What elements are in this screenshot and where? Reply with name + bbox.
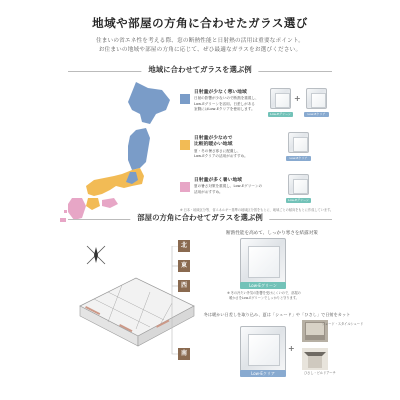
- glass-low-e-clear: [306, 88, 327, 109]
- page-title: 地域や部屋の方角に合わせたガラス選び: [92, 16, 308, 30]
- north-caption-1: ※ 冬の冷たい外気の影響を受けにくいので、部屋の: [227, 291, 301, 295]
- direction-north-label: 北: [178, 240, 190, 252]
- tag-low-e-clear: Low-Eクリア: [304, 112, 329, 117]
- region-cold-text: [194, 90, 264, 112]
- region-swatch-hot: [180, 182, 190, 192]
- plus-icon: +: [288, 344, 295, 353]
- direction-section-title: 部屋の方角に合わせてガラスを選ぶ例: [130, 212, 269, 223]
- japan-region-map: [58, 80, 178, 230]
- region-hot-title: 日射量が多く暑い地域: [194, 178, 242, 183]
- north-callout: 断熱性能を高めて、しっかり寒さを結露対策: [226, 231, 318, 236]
- region-moderate-title-2: 比較的暖かい地域: [194, 142, 233, 148]
- glass-low-e-green-large: [240, 238, 286, 284]
- direction-west-label: 西: [178, 280, 190, 292]
- region-cold-desc1: 日射の影響が少ないので断熱を重視し、: [194, 96, 259, 101]
- direction-south-label: 南: [178, 348, 190, 360]
- south-callout: 冬は暖かい日差しを取り込み、夏は「シェード」や「ひさし」で日射をカット: [203, 312, 351, 317]
- glass-low-e-clear-large: [240, 326, 286, 372]
- honshu-moderate-region: [86, 168, 144, 196]
- region-swatch-cold: [180, 94, 190, 104]
- direction-connector-lines: [170, 246, 190, 356]
- region-moderate-title-1: 日射量が少なめで: [194, 136, 233, 141]
- tag-low-e-clear: Low-Eクリア: [286, 156, 311, 161]
- tohoku-cold-region: [128, 128, 150, 170]
- region-hot-desc2: 活用がおすすめ。: [194, 189, 223, 194]
- region-moderate-desc1: 夏・冬の暑さ寒さに配慮し、: [194, 148, 241, 153]
- plus-icon: +: [294, 94, 301, 103]
- awning-label: ひさし・ビルドアーチ: [304, 371, 336, 375]
- region-hot-text: [194, 178, 272, 195]
- region-cold-title: 日射量が少なく寒い地域: [194, 90, 247, 95]
- region-cold-desc2: Low-Eグリーンを活用。日差しがある: [194, 101, 255, 106]
- shade-label: シェード・スタイルシェード: [322, 322, 364, 326]
- north-tag-low-e-green: Low-Eグリーン: [240, 282, 286, 289]
- intro-line-1: 住まいの省エネ性を考える際、窓の断熱性能と日射熱の活用は重要なポイント。: [95, 38, 305, 44]
- region-moderate-text: [194, 136, 264, 159]
- region-section-header: [0, 64, 400, 78]
- direction-section-header: [0, 212, 400, 226]
- tag-low-e-green: Low-Eグリーン: [268, 112, 293, 117]
- south-tag-low-e-clear: Low-Eクリア: [240, 370, 286, 377]
- north-caption-2: 暖かさをLow-Eグリーンでしっかりと守ります。: [229, 296, 299, 300]
- glass-low-e-green: [270, 88, 291, 109]
- region-hot-desc1: 夏の暑さ対策を重視し、Low-Eグリーンの: [194, 184, 263, 189]
- intro-line-2: お住まいの地域や部屋の方角に応じて、ぜひ最適なガラスをお選びください。: [98, 47, 302, 53]
- tag-low-e-green: Low-Eグリーン: [286, 198, 311, 203]
- hokkaido-cold-region: [128, 82, 170, 124]
- region-cold-desc3: 室側にはLow-Eクリアを使用します。: [194, 106, 255, 111]
- awning-photo: [302, 348, 328, 370]
- glass-low-e-clear: [288, 132, 309, 153]
- region-footnote: ※ 日本・地域区分等、省エネルギー基準の地域区分図をもとに、地域ごとの傾向をもとに作成しています。: [180, 208, 334, 212]
- region-moderate-desc2: Low-Eクリアの活用がおすすめ。: [194, 154, 248, 159]
- region-swatch-moderate: [180, 140, 190, 150]
- region-section-title: 地域に合わせてガラスを選ぶ例: [141, 64, 258, 75]
- glass-low-e-green: [288, 174, 309, 195]
- direction-east-label: 東: [178, 260, 190, 272]
